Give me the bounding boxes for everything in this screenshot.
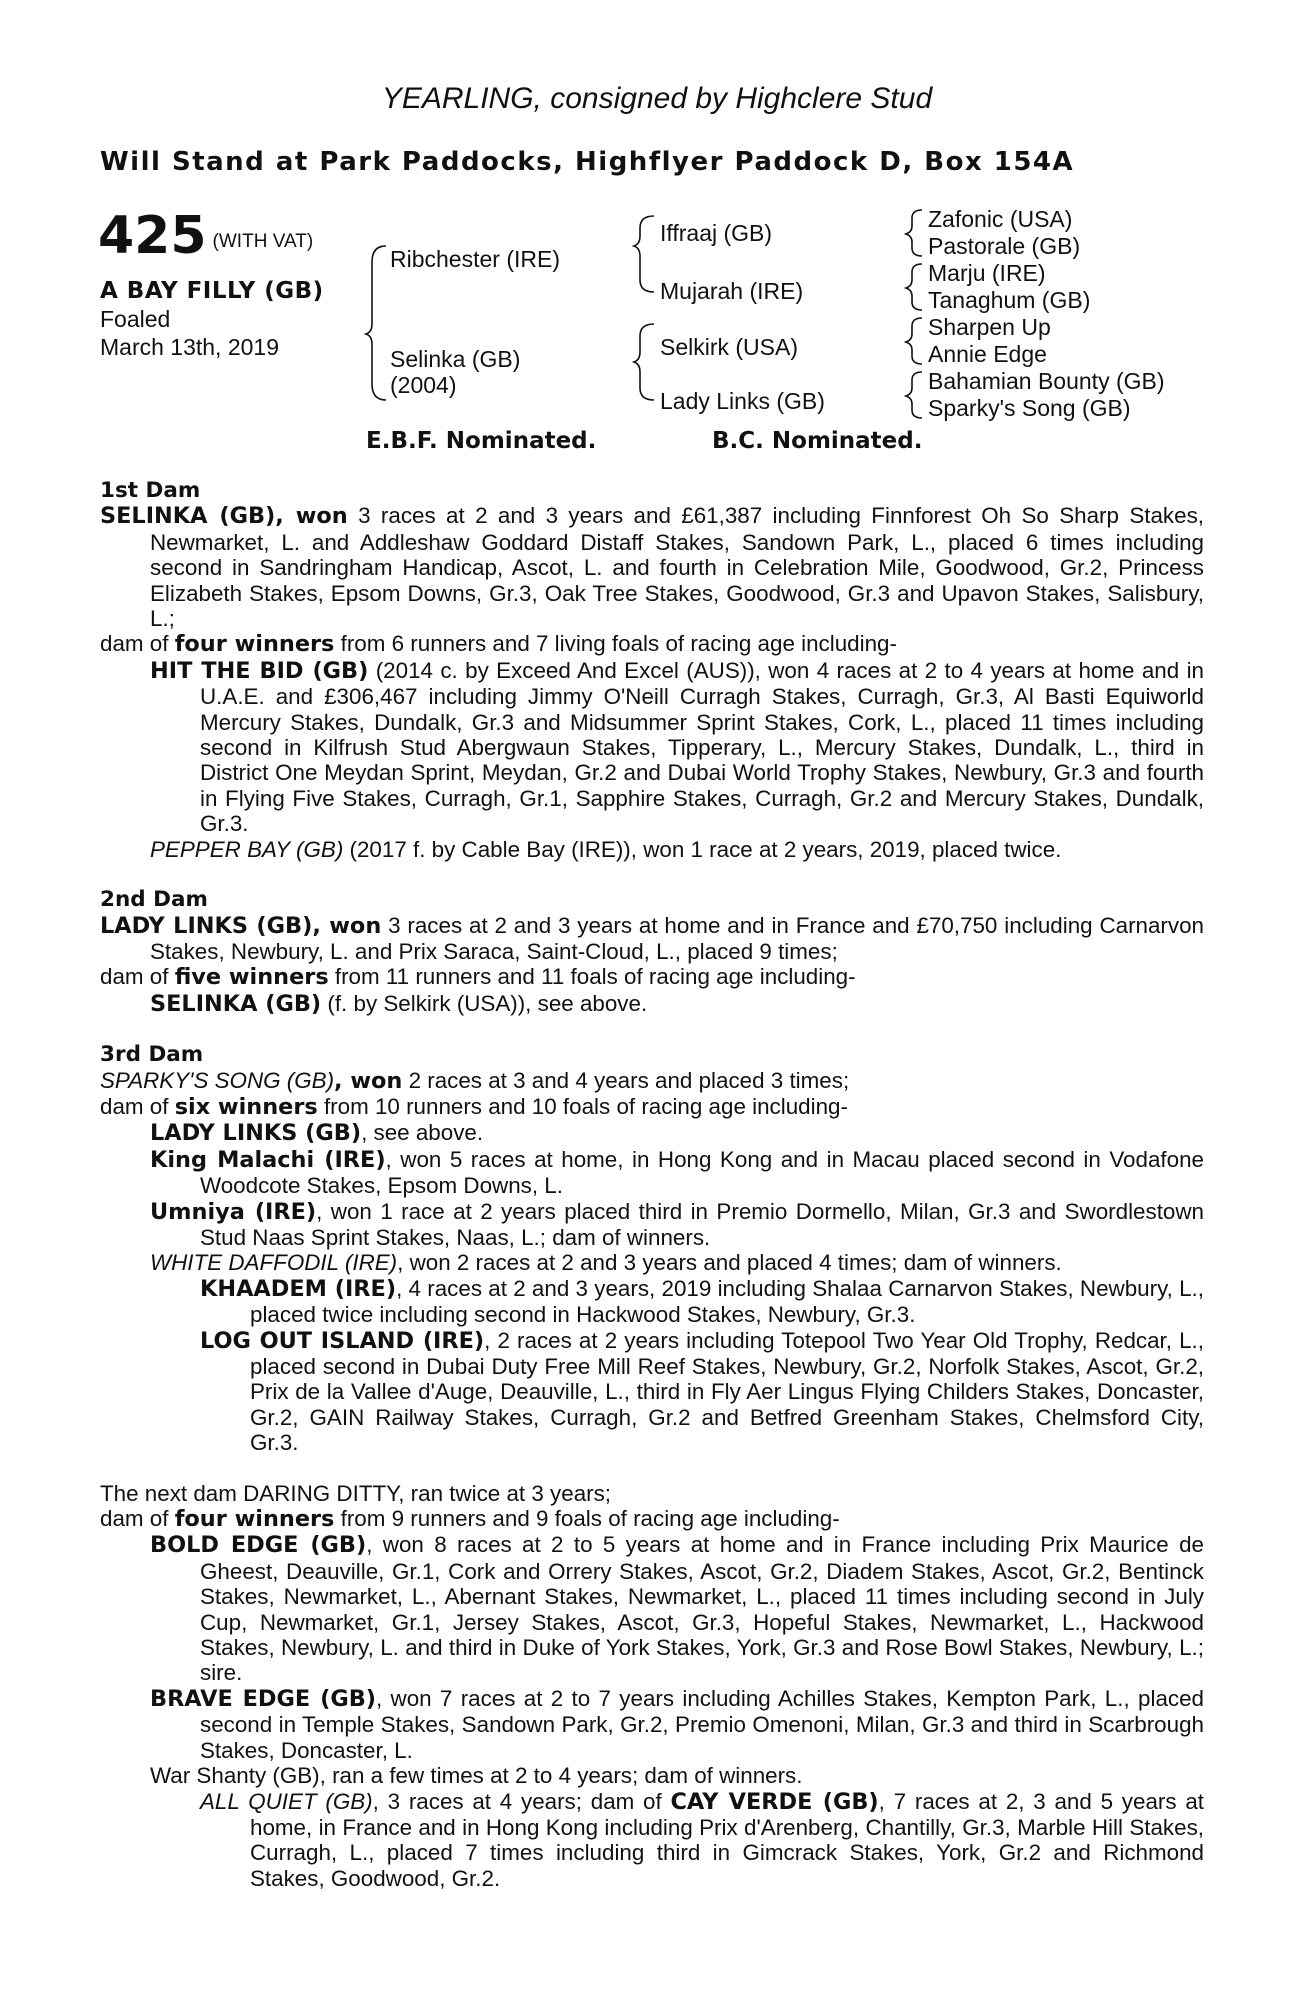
pedigree-sss: Zafonic (USA) [928, 206, 1073, 232]
produce-umniya: Umniya (IRE), won 1 race at 2 years placed third in Premio Dormello, Milan, Gr.3 and Swordlestown Stud Naas Sprint Stakes, Naas, L.; dam of winners. [150, 1198, 1204, 1250]
produce-khaadem: KHAADEM (IRE), 4 races at 2 and 3 years, 2019 including Shalaa Carnarvon Stakes, Newbury, L., placed twice including second in Hackwood Stakes, Newbury, Gr.3. [200, 1275, 1204, 1328]
bc-nominated: B.C. Nominated. [712, 428, 923, 454]
third-dam-entry: SPARKY'S SONG (GB), won 2 races at 3 and 4 years and placed 3 times; [100, 1067, 850, 1094]
produce-pepper-bay: PEPPER BAY (GB) (2017 f. by Cable Bay (IRE)), won 1 race at 2 years, 2019, placed twice. [150, 836, 1062, 862]
vat-label: (WITH VAT) [212, 231, 314, 252]
pedigree-ssd: Pastorale (GB) [928, 233, 1081, 259]
pedigree-dam-sire: Selkirk (USA) [660, 334, 799, 360]
pedigree-sire: Ribchester (IRE) [390, 246, 560, 272]
second-dam-heading: 2nd Dam [100, 887, 208, 913]
pedigree-dam-dam: Lady Links (GB) [660, 388, 825, 414]
first-dam-name: SELINKA (GB) [100, 503, 276, 530]
pedigree-dam: Selinka (GB) [390, 346, 521, 372]
foaled-label: Foaled [100, 306, 171, 332]
pedigree-dds: Bahamian Bounty (GB) [928, 368, 1165, 394]
pedigree-ddd: Sparky's Song (GB) [928, 395, 1131, 421]
second-dam-produce-summary: dam of five winners from 11 runners and 11 foals of racing age including- [100, 964, 856, 991]
third-dam-heading: 3rd Dam [100, 1042, 204, 1068]
won-label: , won [275, 503, 348, 530]
produce-log-out-island: LOG OUT ISLAND (IRE), 2 races at 2 years including Totepool Two Year Old Trophy, Redcar, L., placed second in Dubai Duty Free Mill Reef Stakes, Newbury, Gr.2, Norfolk Stakes, Ascot, Gr.2, Prix de la Vallee d'Auge, Deauville, L., third in Fly Aer Lingus Flying Childers Stakes, Doncaster, Gr.2, GAIN Railway Stakes, Curragh, Gr.2 and Betfred Greenham Stakes, Chelmsford City, Gr.3. [200, 1327, 1204, 1456]
third-dam-produce-summary: dam of six winners from 10 runners and 10 foals of racing age including- [100, 1093, 848, 1120]
pedigree-sds: Marju (IRE) [928, 260, 1046, 286]
first-dam-entry [100, 503, 1204, 631]
stand-location: Will Stand at Park Paddocks, Highflyer Paddock D, Box 154A [100, 147, 1075, 177]
pedigree-sire-sire: Iffraaj (GB) [660, 220, 773, 246]
pedigree-dam-year: (2004) [390, 372, 457, 398]
produce-lady-links: LADY LINKS (GB), see above. [150, 1120, 484, 1147]
produce-king-malachi: King Malachi (IRE), won 5 races at home, in Hong Kong and in Macau placed second in Vodafone Woodcote Stakes, Epsom Downs, L. [150, 1146, 1204, 1199]
first-dam-record: 3 races at 2 and 3 years and £61,387 including Finnforest Oh So Sharp Stakes, Newmarket, L. and Addleshaw Goddard Distaff Stakes, Sandown Park, L., placed 6 times including second in Sandringham Handicap, Ascot, L. and fourth in Celebration Mile, Goodwood, Gr.2, Princess Elizabeth Stakes, Epsom Downs, Gr.3, Oak Tree Stakes, Goodwood, Gr.3 and Upavon Stakes, Salisbury, L.; [150, 503, 1204, 632]
second-dam-entry: LADY LINKS (GB), won 3 races at 2 and 3 years at home and in France and £70,750 including Carnarvon Stakes, Newbury, L. and Prix Saraca, Saint-Cloud, L., placed 9 times; [100, 912, 1204, 964]
first-dam-winners: four winners [174, 631, 335, 658]
next-dam-entry: The next dam DARING DITTY, ran twice at 3 years; [100, 1480, 612, 1506]
produce-bold-edge: BOLD EDGE (GB), won 8 races at 2 to 5 years at home and in France including Prix Maurice de Gheest, Deauville, Gr.1, Cork and Orrery Stakes, Ascot, Gr.2, Diadem Stakes, Ascot, Gr.2, Bentinck Stakes, Newmarket, L., Abernant Stakes, Newmarket, L., placed 11 times including second in July Cup, Newmarket, Gr.1, Jersey Stakes, Ascot, Gr.3, Hopeful Stakes, Newmarket, L., Hackwood Stakes, Newbury, L. and third in Duke of York Stakes, York, Gr.3 and Rose Bowl Stakes, Newbury, L.; sire. [150, 1532, 1204, 1686]
pedigree-sdd: Tanaghum (GB) [928, 287, 1091, 313]
produce-hit-the-bid: HIT THE BID (GB) (2014 c. by Exceed And Excel (AUS)), won 4 races at 2 to 4 years at home and in U.A.E. and £306,467 including Jimmy O'Neill Curragh Stakes, Curragh, Gr.3, Al Basti Equiworld Mercury Stakes, Dundalk, Gr.3 and Midsummer Sprint Stakes, Cork, L., placed 11 times including second in Kilfrush Stud Abergwaun Stakes, Tipperary, L., Mercury Stakes, Dundalk, L., third in District One Meydan Sprint, Meydan, Gr.2 and Dubai World Trophy Stakes, Newbury, Gr.3 and fourth in Flying Five Stakes, Curragh, Gr.1, Sapphire Stakes, Curragh, Gr.2 and Mercury Stakes, Dundalk, Gr.3. [150, 657, 1204, 837]
pedigree-dss: Sharpen Up [928, 314, 1051, 340]
first-dam-produce-summary: dam of four winners from 6 runners and 7 living foals of racing age including- [100, 631, 897, 658]
produce-all-quiet: ALL QUIET (GB), 3 races at 4 years; dam of CAY VERDE (GB), 7 races at 2, 3 and 5 years at home, in France and in Hong Kong including Prix d'Arenberg, Chantilly, Gr.3, Marble Hill Stakes, Curragh, L., placed 7 times including third in Gimcrack Stakes, York, Gr.2 and Richmond Stakes, Goodwood, Gr.2. [200, 1788, 1204, 1891]
produce-white-daffodil: WHITE DAFFODIL (IRE), won 2 races at 2 and 3 years and placed 4 times; dam of winners. [150, 1250, 1062, 1276]
ebf-nominated: E.B.F. Nominated. [366, 428, 597, 454]
first-dam-heading: 1st Dam [100, 478, 201, 503]
produce-war-shanty: War Shanty (GB), ran a few times at 2 to 4 years; dam of winners. [150, 1763, 803, 1789]
next-dam-produce-summary: dam of four winners from 9 runners and 9 foals of racing age including- [100, 1506, 840, 1533]
lot-name: A BAY FILLY (GB) [100, 278, 324, 304]
lot-number: 425 [98, 206, 207, 266]
produce-brave-edge: BRAVE EDGE (GB), won 7 races at 2 to 7 years including Achilles Stakes, Kempton Park, L., placed second in Temple Stakes, Sandown Park, Gr.2, Premio Omenoni, Milan, Gr.3 and third in Scarbrough Stakes, Doncaster, L. [150, 1685, 1205, 1763]
consignment-line: YEARLING, consigned by Highclere Stud [381, 82, 933, 115]
pedigree-dsd: Annie Edge [928, 341, 1047, 367]
foaled-date: March 13th, 2019 [100, 334, 280, 360]
pedigree-sire-dam: Mujarah (IRE) [660, 278, 804, 304]
produce-record [100, 478, 1204, 1891]
produce-selinka: SELINKA (GB) (f. by Selkirk (USA)), see above. [150, 990, 648, 1017]
